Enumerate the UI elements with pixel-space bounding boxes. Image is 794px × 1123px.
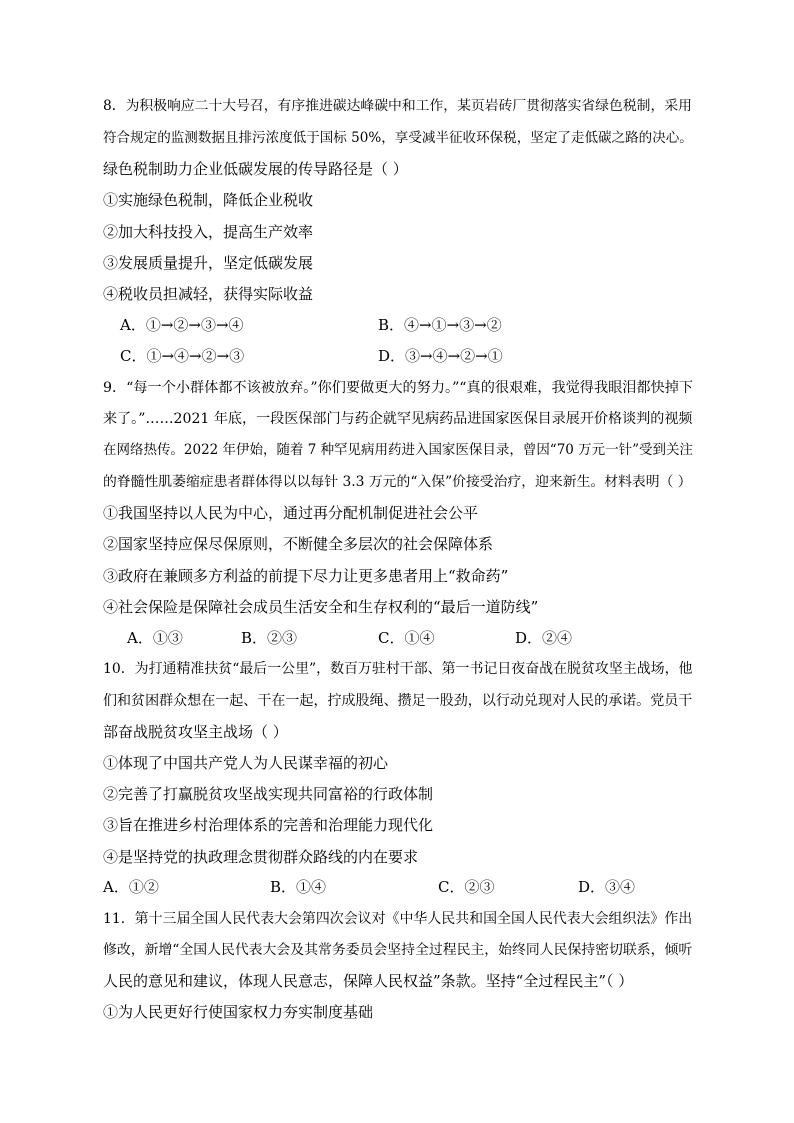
question-11-stem-line-3: 人民的意见和建议，体现人民意志，保障人民权益”条款。坚持“全过程民主”（ ） [103, 972, 634, 990]
question-8-statement-3: ③发展质量提升，坚定低碳发展 [103, 254, 314, 272]
question-10-stem-line-1: 10．为打通精准扶贫“最后一公里”，数百万驻村干部、第一书记日夜奋战在脱贫攻坚主战场，他 [103, 661, 693, 677]
question-10-statement-3: ③旨在推进乡村治理体系的完善和治理能力现代化 [103, 816, 434, 834]
question-8-statement-1: ①实施绿色税制，降低企业税收 [103, 191, 314, 209]
question-9-statement-4: ④社会保险是保障社会成员生活安全和生存权利的“最后一道防线” [103, 598, 539, 616]
question-8-stem-line-2: 符合规定的监测数据且排污浓度低于国标 50%，享受减半征收环保税，坚定了走低碳之路的决心。 [103, 130, 693, 146]
question-10-option-c: C．②③ [438, 878, 495, 896]
question-10-statement-4: ④是坚持党的执政理念贯彻群众路线的内在要求 [103, 848, 419, 866]
question-8-option-d: D．③→④→②→① [378, 347, 503, 365]
question-9-stem-line-4: 的脊髓性肌萎缩症患者群体得以以每针 3.3 万元的“入保”价接受治疗，迎来新生。材料表明（ ） [103, 474, 692, 490]
question-8-option-a: A．①→②→③→④ [120, 316, 244, 334]
question-9-option-b: B．②③ [241, 629, 298, 647]
question-10-statement-1: ①体现了中国共产党人为人民谋幸福的初心 [103, 754, 389, 772]
question-9-statement-3: ③政府在兼顾多方利益的前提下尽力让更多患者用上“救命药” [103, 567, 509, 585]
question-8-option-c: C．①→④→②→③ [120, 347, 245, 365]
question-8-statement-2: ②加大科技投入，提高生产效率 [103, 223, 314, 241]
question-10-stem-line-3: 部奋战脱贫攻坚主战场（ ） [103, 723, 288, 741]
question-8-option-b: B．④→①→③→② [378, 316, 502, 334]
question-9-option-a: A．①③ [127, 629, 183, 647]
question-10-option-b: B．①④ [270, 878, 327, 896]
question-11-stem-line-1: 11．第十三届全国人民代表大会第四次会议对《中华人民共和国全国人民代表大会组织法》作出 [103, 911, 693, 927]
question-8-statement-4: ④税收员担减轻，获得实际收益 [103, 285, 314, 303]
question-9-statement-2: ②国家坚持应保尽保原则，不断健全多层次的社会保障体系 [103, 535, 494, 553]
question-11-statement-1: ①为人民更好行使国家权力夯实制度基础 [103, 1003, 374, 1021]
question-10-option-a: A．①② [103, 878, 159, 896]
question-10-statement-2: ②完善了打赢脱贫攻坚战实现共同富裕的行政体制 [103, 785, 434, 803]
question-9-option-d: D．②④ [515, 629, 573, 647]
question-9-stem-line-1: 9．“每一个小群体都不该被放弃。”你们要做更大的努力。”“真的很艰难，我觉得我眼泪都快掉下 [103, 380, 694, 396]
question-9-option-c: C．①④ [378, 629, 435, 647]
question-9-stem-line-2: 来了。”……2021 年底，一段医保部门与药企就罕见病药品进国家医保目录展开价格谈判的视频 [103, 411, 693, 427]
question-10-stem-line-2: 们和贫困群众想在一起、干在一起，拧成股绳、攒足一股劲，以行动兑现对人民的承诺。党员干 [103, 693, 693, 709]
question-11-stem-line-2: 修改，新增“全国人民代表大会及其常务委员会坚持全过程民主，始终同人民保持密切联系，倾听 [103, 942, 693, 958]
question-8-stem-line-3: 绿色税制助力企业低碳发展的传导路径是（ ） [103, 160, 408, 178]
question-9-statement-1: ①我国坚持以人民为中心，通过再分配机制促进社会公平 [103, 504, 479, 522]
question-9-stem-line-3: 在网络热传。2022 年伊始，随着 7 种罕见病用药进入国家医保目录，曾因“70 万元一针”受到关注 [103, 442, 693, 458]
question-8-stem-line-1: 8．为积极响应二十大号召，有序推进碳达峰碳中和工作，某页岩砖厂贯彻落实省绿色税制，采用 [103, 98, 692, 114]
question-10-option-d: D．③④ [578, 878, 636, 896]
